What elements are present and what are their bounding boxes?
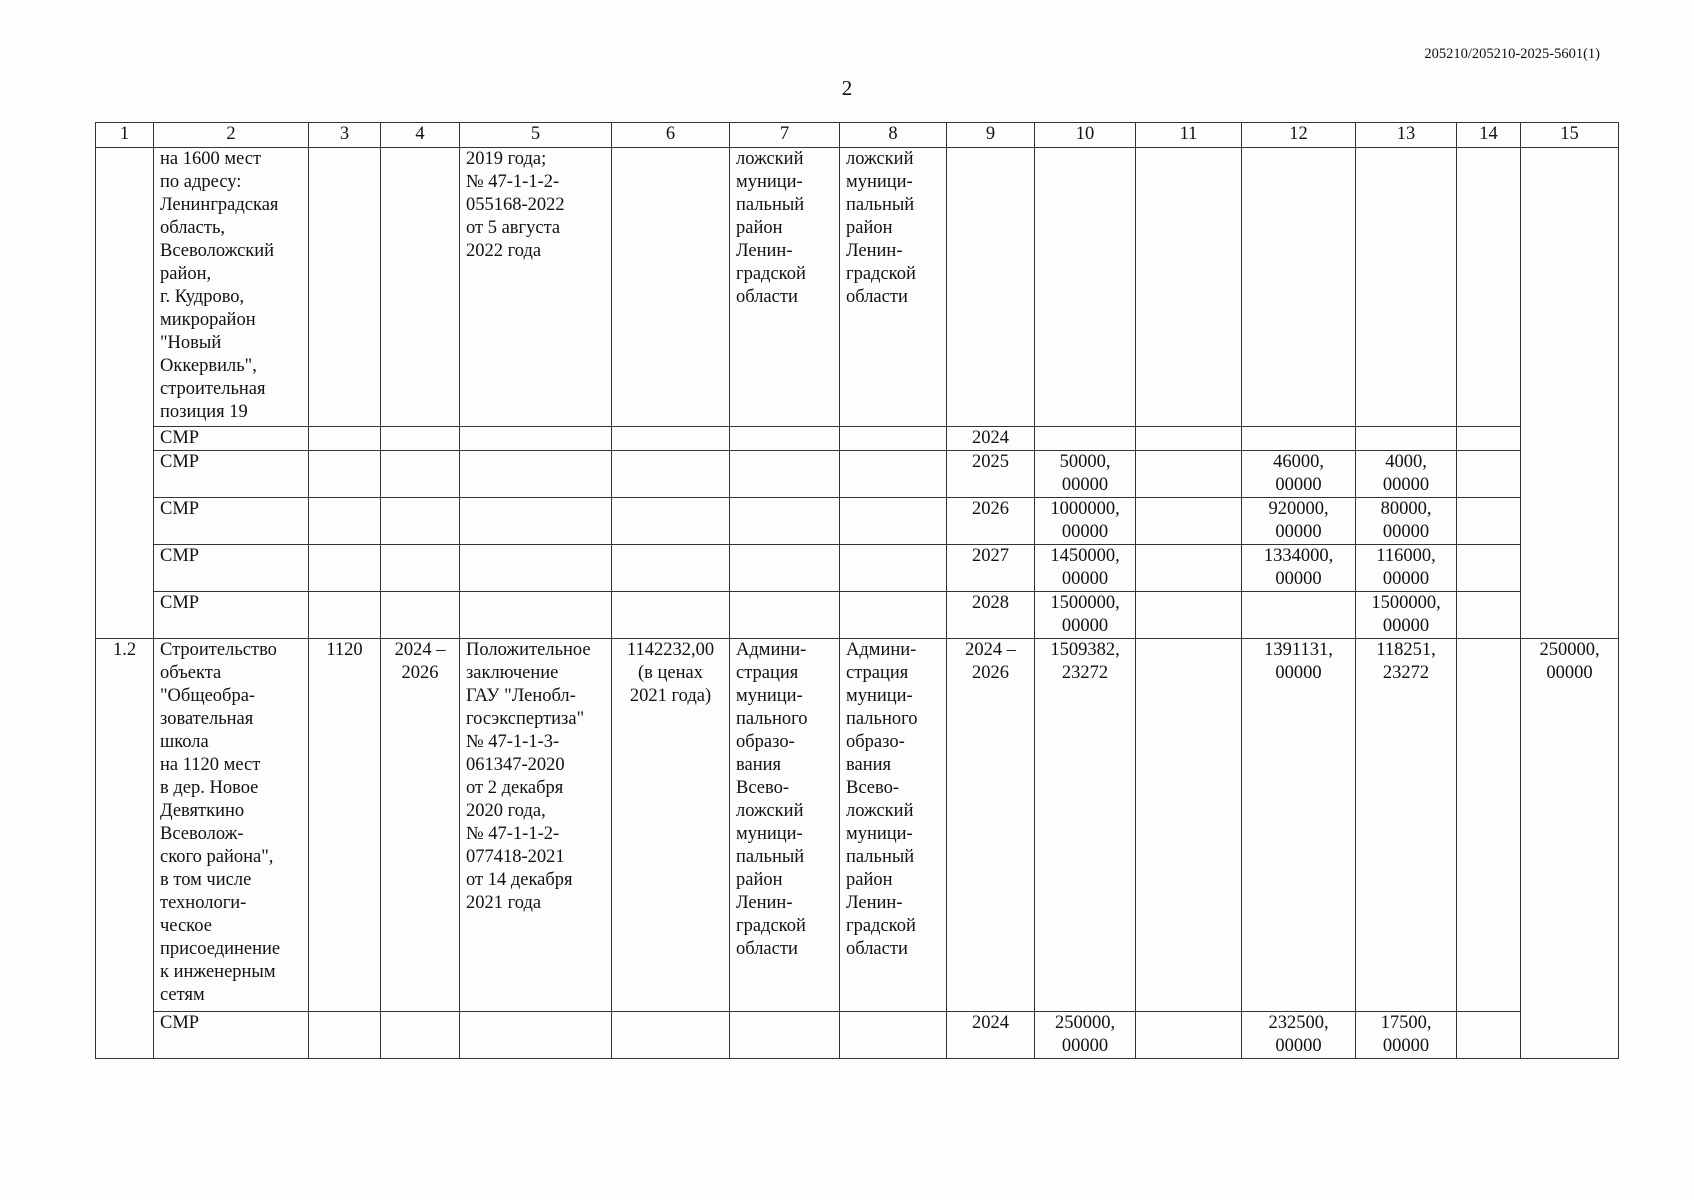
customer-cell: Админи- страция муници- пального образо- вания Всево- ложский муници- пальный район Ленин- градской области xyxy=(730,639,840,1012)
table-row xyxy=(96,148,1619,427)
total-cell: 1509382, 23272 xyxy=(1035,639,1136,1012)
year-cell: 2027 xyxy=(947,545,1035,592)
year-cell: 2028 xyxy=(947,592,1035,639)
column-header: 15 xyxy=(1521,123,1619,148)
regional-budget-cell: 1391131, 00000 xyxy=(1242,639,1356,1012)
other-sources-cell xyxy=(1457,148,1521,427)
period-cell xyxy=(381,148,460,427)
other-sources-cell xyxy=(1457,639,1521,1012)
regional-budget-cell: 232500, 00000 xyxy=(1242,1012,1356,1059)
local-budget-cell: 118251, 23272 xyxy=(1356,639,1457,1012)
local-budget-cell: 17500, 00000 xyxy=(1356,1012,1457,1059)
column-header: 8 xyxy=(840,123,947,148)
expertise-cell: 2019 года; № 47-1-1-2- 055168-2022 от 5 августа 2022 года xyxy=(460,148,612,427)
column-header: 3 xyxy=(309,123,381,148)
column-header: 2 xyxy=(154,123,309,148)
total-cell: 1450000, 00000 xyxy=(1035,545,1136,592)
object-name-cell: Строительство объекта "Общеобра- зовательная школа на 1120 мест в дер. Новое Девяткино Всеволож- ского района", в том числе технологи- ческое присоединение к инженерным сетям xyxy=(154,639,309,1012)
column-header: 7 xyxy=(730,123,840,148)
cost-cell xyxy=(612,148,730,427)
col15-cell: 250000, 00000 xyxy=(1521,639,1619,1059)
column-header: 10 xyxy=(1035,123,1136,148)
customer-cell: ложский муници- пальный район Ленин- градской области xyxy=(730,148,840,427)
table-row xyxy=(96,592,1619,639)
regional-budget-cell: 1334000, 00000 xyxy=(1242,545,1356,592)
total-cell: 50000, 00000 xyxy=(1035,451,1136,498)
total-cell: 1500000, 00000 xyxy=(1035,592,1136,639)
regional-budget-cell: 920000, 00000 xyxy=(1242,498,1356,545)
work-type-cell: СМР xyxy=(154,427,309,451)
budget-table xyxy=(95,122,1619,1059)
total-cell xyxy=(1035,427,1136,451)
total-cell: 250000, 00000 xyxy=(1035,1012,1136,1059)
year-cell: 2025 xyxy=(947,451,1035,498)
developer-cell: Админи- страция муници- пального образо- вания Всево- ложский муници- пальный район Ленин- градской области xyxy=(840,639,947,1012)
table-row xyxy=(96,427,1619,451)
object-name-cell: на 1600 мест по адресу: Ленинградская область, Всеволожский район, г. Кудрово, микрорайон "Новый Оккервиль", строительная позиция 19 xyxy=(154,148,309,427)
table-row xyxy=(96,498,1619,545)
row-number-cell xyxy=(96,148,154,639)
regional-budget-cell xyxy=(1242,148,1356,427)
work-type-cell: СМР xyxy=(154,592,309,639)
year-cell: 2026 xyxy=(947,498,1035,545)
local-budget-cell: 1500000, 00000 xyxy=(1356,592,1457,639)
local-budget-cell xyxy=(1356,427,1457,451)
document-id: 205210/205210-2025-5601(1) xyxy=(1424,46,1600,62)
regional-budget-cell xyxy=(1242,427,1356,451)
local-budget-cell: 4000, 00000 xyxy=(1356,451,1457,498)
regional-budget-cell: 46000, 00000 xyxy=(1242,451,1356,498)
column-header: 6 xyxy=(612,123,730,148)
total-cell: 1000000, 00000 xyxy=(1035,498,1136,545)
capacity-cell xyxy=(309,148,381,427)
cost-cell: 1142232,00 (в ценах 2021 года) xyxy=(612,639,730,1012)
header-row xyxy=(96,123,1619,148)
column-header: 14 xyxy=(1457,123,1521,148)
total-cell xyxy=(1035,148,1136,427)
column-header: 1 xyxy=(96,123,154,148)
table-row xyxy=(96,1012,1619,1059)
year-cell: 2024 xyxy=(947,427,1035,451)
year-cell: 2024 xyxy=(947,1012,1035,1059)
period-cell: 2024 – 2026 xyxy=(381,639,460,1012)
work-type-cell: СМР xyxy=(154,545,309,592)
federal-budget-cell xyxy=(1136,639,1242,1012)
col15-cell xyxy=(1521,148,1619,639)
work-type-cell: СМР xyxy=(154,1012,309,1059)
regional-budget-cell xyxy=(1242,592,1356,639)
local-budget-cell: 80000, 00000 xyxy=(1356,498,1457,545)
year-cell: 2024 – 2026 xyxy=(947,639,1035,1012)
table-row xyxy=(96,639,1619,1012)
expertise-cell: Положительное заключение ГАУ "Ленобл- госэкспертиза" № 47-1-1-3- 061347-2020 от 2 декабря 2020 года, № 47-1-1-2- 077418-2021 от 14 декабря 2021 года xyxy=(460,639,612,1012)
column-header: 13 xyxy=(1356,123,1457,148)
table-row xyxy=(96,451,1619,498)
column-header: 5 xyxy=(460,123,612,148)
capacity-cell: 1120 xyxy=(309,639,381,1012)
year-cell xyxy=(947,148,1035,427)
local-budget-cell: 116000, 00000 xyxy=(1356,545,1457,592)
work-type-cell: СМР xyxy=(154,451,309,498)
row-number-cell: 1.2 xyxy=(96,639,154,1059)
table-row xyxy=(96,545,1619,592)
column-header: 11 xyxy=(1136,123,1242,148)
page-number: 2 xyxy=(841,76,853,100)
federal-budget-cell xyxy=(1136,148,1242,427)
work-type-cell: СМР xyxy=(154,498,309,545)
local-budget-cell xyxy=(1356,148,1457,427)
column-header: 4 xyxy=(381,123,460,148)
column-header: 12 xyxy=(1242,123,1356,148)
column-header: 9 xyxy=(947,123,1035,148)
developer-cell: ложский муници- пальный район Ленин- градской области xyxy=(840,148,947,427)
